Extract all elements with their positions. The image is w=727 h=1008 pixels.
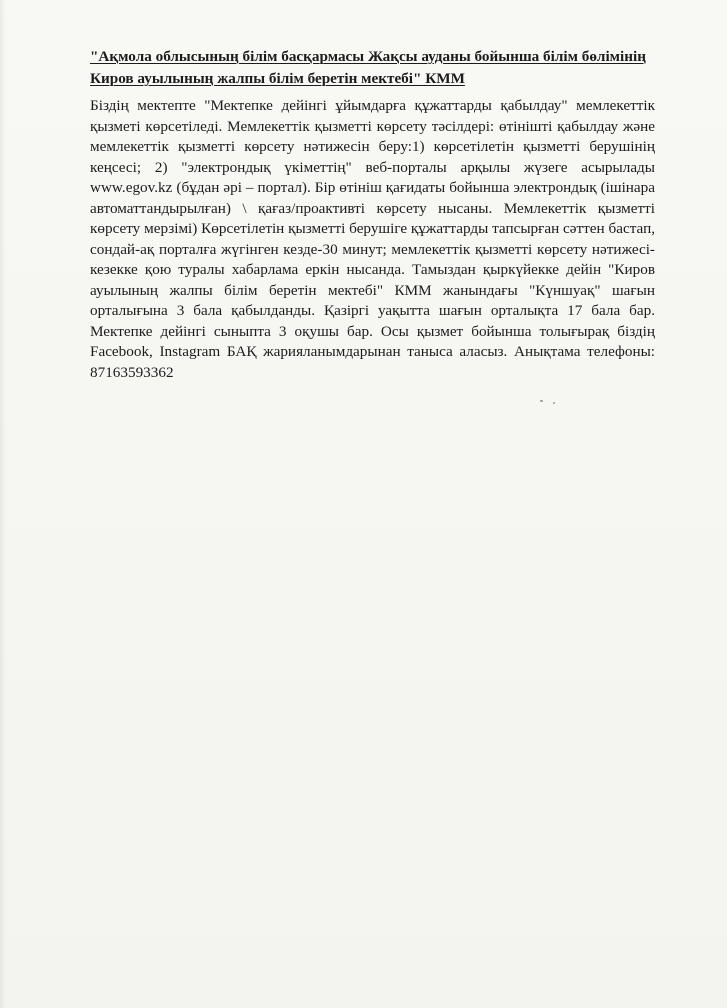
document-body: Біздің мектепте "Мектепке дейінгі ұйымдарға құжаттарды қабылдау" мемлекеттік қызметі көрсетіледі. Мемлекеттік қызметті көрсету тәсілдері: өтінішті қабылдау және мемлекеттік қызметті көрсету нәтижесін беру:1) көрсетілетін қызметті берушінің кеңсесі; 2) "электрондық үкіметтің" веб-порталы арқылы жүзеге асырылады www.egov.kz (бұдан әрі – портал). Бір өтініш қағидаты бойынша электрондық (ішінара автоматтандырылған) \ қағаз/проактивті көрсету нысаны. Мемлекеттік қызметті көрсету мерзімі) Көрсетілетін қызметті берушіге құжаттарды тапсырған сәттен бастап, сондай-ақ порталға жүгінген кезде-30 минут; мемлекеттік қызметті көрсету нәтижесі-кезекке қою туралы хабарлама еркін нысанда. Тамыздан қыркүйекке дейін "Киров ауылының жалпы білім беретін мектебі" КММ жанындағы "Күншуақ" шағын орталығына 3 бала қабылданды. Қазіргі уақытта шағын орталықта 17 бала бар. Мектепке дейінгі сыныпта 3 оқушы бар. Осы қызмет бойынша толығырақ біздің Facebook, Instagram БАҚ жарияланымдарынан таныса аласыз. Анықтама телефоны: 87163593362 [90,97,655,381]
scan-speck [553,402,555,404]
document-title: "Ақмола облысының білім басқармасы Жақсы ауданы бойынша білім бөлімінің Киров ауылының жалпы білім беретін мектебі" КММ [90,48,646,87]
scan-speck [540,400,543,402]
scan-edge-shadow [0,0,6,1008]
